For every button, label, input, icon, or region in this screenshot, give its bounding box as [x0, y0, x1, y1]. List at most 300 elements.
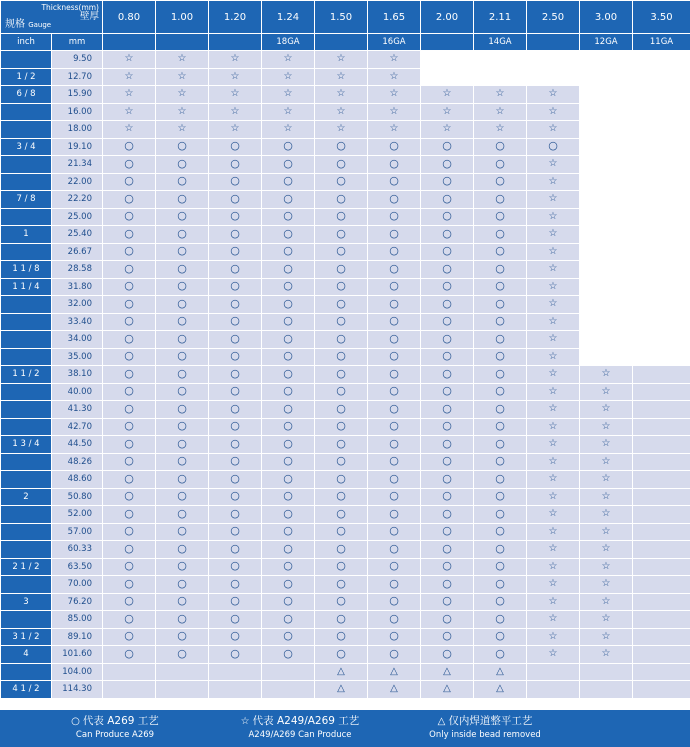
- circle-icon: ○: [495, 174, 505, 188]
- inch-size-cell: 1 1 / 8: [1, 261, 52, 279]
- star-icon: ☆: [389, 53, 399, 65]
- circle-icon: ○: [230, 296, 240, 310]
- unavailable-cell: [580, 313, 633, 331]
- circle-icon: ○: [442, 226, 452, 240]
- circle-icon: ○: [283, 401, 293, 415]
- triangle-icon: △: [337, 665, 345, 677]
- unavailable-cell: [580, 173, 633, 191]
- circle-icon: ○: [230, 489, 240, 503]
- inch-size-cell: 1 1 / 4: [1, 278, 52, 296]
- table-cell: [633, 383, 690, 401]
- circle-icon: ○: [495, 436, 505, 450]
- inch-size-cell: 2 1 / 2: [1, 558, 52, 576]
- table-row: [1, 611, 690, 629]
- table-cell: [474, 576, 527, 594]
- star-icon: ☆: [230, 123, 240, 135]
- circle-icon: ○: [283, 646, 293, 660]
- table-cell: [103, 86, 156, 104]
- table-cell: [156, 646, 209, 664]
- circle-icon: ○: [230, 524, 240, 538]
- mm-size-cell: 70.00: [52, 576, 103, 594]
- table-cell: [580, 558, 633, 576]
- star-icon: ☆: [601, 403, 611, 415]
- circle-icon: ○: [389, 419, 399, 433]
- table-cell: [368, 103, 421, 121]
- table-cell: [527, 541, 580, 559]
- table-row: [1, 226, 690, 244]
- table-cell: [209, 121, 262, 139]
- unavailable-cell: [633, 261, 690, 279]
- table-cell: [527, 173, 580, 191]
- circle-icon: ○: [442, 489, 452, 503]
- table-cell: [103, 436, 156, 454]
- inch-size-cell: [1, 331, 52, 349]
- table-cell: [262, 86, 315, 104]
- circle-icon: ○: [177, 629, 187, 643]
- table-cell: [474, 523, 527, 541]
- table-cell: [262, 243, 315, 261]
- circle-icon: ○: [177, 244, 187, 258]
- circle-icon: ○: [283, 471, 293, 485]
- inch-size-cell: 3: [1, 593, 52, 611]
- table-cell: [315, 383, 368, 401]
- circle-icon: ○: [177, 524, 187, 538]
- table-cell: [156, 226, 209, 244]
- table-cell: [368, 576, 421, 594]
- table-cell: [156, 243, 209, 261]
- star-icon: ☆: [230, 88, 240, 100]
- table-cell: [421, 681, 474, 699]
- table-cell: [156, 121, 209, 139]
- circle-icon: ○: [442, 541, 452, 555]
- circle-icon: ○: [389, 629, 399, 643]
- table-cell: [156, 523, 209, 541]
- star-icon: ☆: [548, 315, 558, 327]
- star-icon: ☆: [124, 53, 134, 65]
- inch-size-cell: 1 3 / 4: [1, 436, 52, 454]
- circle-icon: ○: [124, 209, 134, 223]
- circle-icon: ○: [495, 629, 505, 643]
- table-cell: [421, 576, 474, 594]
- star-icon: ☆: [548, 105, 558, 117]
- table-cell: [527, 646, 580, 664]
- table-cell: [156, 681, 209, 699]
- unavailable-cell: [633, 121, 690, 139]
- circle-icon: ○: [230, 244, 240, 258]
- circle-icon: ○: [495, 471, 505, 485]
- table-cell: [156, 86, 209, 104]
- table-cell: [368, 681, 421, 699]
- table-cell: [527, 611, 580, 629]
- table-cell: [315, 313, 368, 331]
- unavailable-cell: [633, 191, 690, 209]
- star-icon: ☆: [389, 70, 399, 82]
- circle-icon: ○: [177, 366, 187, 380]
- circle-icon: ○: [389, 261, 399, 275]
- table-cell: [474, 436, 527, 454]
- inch-size-cell: [1, 576, 52, 594]
- unavailable-cell: [633, 173, 690, 191]
- table-cell: [209, 541, 262, 559]
- table-cell: [315, 418, 368, 436]
- table-cell: [156, 348, 209, 366]
- table-cell: [315, 348, 368, 366]
- table-cell: [209, 348, 262, 366]
- table-cell: [474, 558, 527, 576]
- circle-icon: ○: [230, 454, 240, 468]
- star-icon: ☆: [601, 630, 611, 642]
- circle-icon: ○: [124, 279, 134, 293]
- gauge-ga-label: 12GA: [580, 34, 633, 51]
- table-cell: [421, 418, 474, 436]
- table-cell: [209, 471, 262, 489]
- table-cell: [262, 191, 315, 209]
- table-cell: [368, 226, 421, 244]
- circle-icon: ○: [495, 419, 505, 433]
- table-cell: [368, 436, 421, 454]
- table-cell: [156, 488, 209, 506]
- table-cell: [209, 278, 262, 296]
- table-row: [1, 576, 690, 594]
- inch-size-cell: 3 1 / 2: [1, 628, 52, 646]
- circle-icon: ○: [495, 576, 505, 590]
- table-cell: [315, 226, 368, 244]
- star-icon: ☆: [177, 105, 187, 117]
- circle-icon: ○: [336, 611, 346, 625]
- triangle-icon: △: [496, 665, 504, 677]
- table-cell: [527, 138, 580, 156]
- table-row: [1, 366, 690, 384]
- table-cell: [103, 296, 156, 314]
- table-cell: [474, 243, 527, 261]
- star-icon: ☆: [124, 88, 134, 100]
- table-cell: [633, 558, 690, 576]
- table-cell: [421, 593, 474, 611]
- circle-icon: ○: [177, 314, 187, 328]
- table-cell: [262, 68, 315, 86]
- table-cell: [580, 681, 633, 699]
- circle-icon: ○: [124, 524, 134, 538]
- circle-icon: ○: [124, 436, 134, 450]
- unavailable-cell: [633, 86, 690, 104]
- legend-triangle-en: Only inside bead removed: [429, 730, 541, 740]
- circle-icon: ○: [336, 646, 346, 660]
- table-cell: [421, 261, 474, 279]
- mm-size-cell: 26.67: [52, 243, 103, 261]
- table-cell: [262, 138, 315, 156]
- circle-icon: ○: [177, 471, 187, 485]
- inch-size-cell: [1, 51, 52, 69]
- table-cell: [315, 86, 368, 104]
- mm-size-cell: 40.00: [52, 383, 103, 401]
- circle-icon: ○: [389, 244, 399, 258]
- inch-size-cell: [1, 401, 52, 419]
- circle-icon: ○: [442, 191, 452, 205]
- table-cell: [527, 156, 580, 174]
- circle-icon: ○: [283, 611, 293, 625]
- table-cell: [262, 348, 315, 366]
- circle-icon: ○: [230, 629, 240, 643]
- table-cell: [315, 296, 368, 314]
- table-cell: [527, 191, 580, 209]
- inch-size-cell: [1, 313, 52, 331]
- gauge-ga-label: 16GA: [368, 34, 421, 51]
- table-cell: [262, 453, 315, 471]
- circle-icon: ○: [177, 646, 187, 660]
- circle-icon: ○: [283, 576, 293, 590]
- circle-icon: ○: [177, 279, 187, 293]
- circle-icon: ○: [336, 139, 346, 153]
- circle-icon: ○: [177, 174, 187, 188]
- table-row: [1, 51, 690, 69]
- circle-icon: ○: [124, 559, 134, 573]
- circle-icon: ○: [336, 384, 346, 398]
- table-cell: [368, 51, 421, 69]
- circle-icon: ○: [283, 489, 293, 503]
- table-cell: [315, 663, 368, 681]
- table-cell: [421, 86, 474, 104]
- star-icon: ☆: [601, 385, 611, 397]
- table-cell: [527, 453, 580, 471]
- circle-icon: ○: [283, 296, 293, 310]
- legend-triangle-zh: 仅内焊道整平工艺: [448, 715, 533, 727]
- table-cell: [421, 138, 474, 156]
- table-cell: [103, 208, 156, 226]
- table-cell: [421, 401, 474, 419]
- table-cell: [262, 366, 315, 384]
- table-cell: [262, 541, 315, 559]
- circle-icon: ○: [495, 384, 505, 398]
- inch-size-cell: 2: [1, 488, 52, 506]
- mm-size-cell: 21.34: [52, 156, 103, 174]
- table-cell: [580, 646, 633, 664]
- circle-icon: ○: [389, 314, 399, 328]
- circle-icon: ○: [495, 524, 505, 538]
- star-icon: ☆: [601, 438, 611, 450]
- circle-icon: ○: [389, 524, 399, 538]
- mm-size-cell: 76.20: [52, 593, 103, 611]
- circle-icon: ○: [495, 489, 505, 503]
- circle-icon: ○: [389, 611, 399, 625]
- unavailable-cell: [633, 156, 690, 174]
- circle-icon: ○: [283, 331, 293, 345]
- table-cell: [315, 138, 368, 156]
- unavailable-cell: [580, 208, 633, 226]
- circle-icon: ○: [230, 646, 240, 660]
- table-cell: [103, 488, 156, 506]
- table-cell: [209, 506, 262, 524]
- star-icon: ☆: [230, 53, 240, 65]
- unavailable-cell: [580, 86, 633, 104]
- table-cell: [527, 243, 580, 261]
- table-row: [1, 331, 690, 349]
- gauge-ga-label: 11GA: [633, 34, 690, 51]
- table-cell: [527, 226, 580, 244]
- table-cell: [474, 453, 527, 471]
- table-cell: [421, 278, 474, 296]
- star-icon: ☆: [124, 105, 134, 117]
- circle-icon: ○: [230, 419, 240, 433]
- circle-icon: ○: [283, 174, 293, 188]
- circle-icon: ○: [124, 506, 134, 520]
- star-icon: ☆: [336, 88, 346, 100]
- mm-size-cell: 114.30: [52, 681, 103, 699]
- table-cell: [474, 226, 527, 244]
- circle-icon: ○: [230, 349, 240, 363]
- circle-icon: ○: [283, 349, 293, 363]
- table-cell: [633, 366, 690, 384]
- table-cell: [103, 383, 156, 401]
- table-cell: [474, 331, 527, 349]
- table-cell: [580, 366, 633, 384]
- circle-icon: ○: [495, 296, 505, 310]
- table-cell: [103, 593, 156, 611]
- star-icon: ☆: [601, 648, 611, 660]
- circle-icon: ○: [389, 226, 399, 240]
- table-cell: [368, 156, 421, 174]
- table-cell: [209, 103, 262, 121]
- table-cell: [527, 593, 580, 611]
- table-cell: [103, 51, 156, 69]
- thickness-col-header: 1.24: [262, 1, 315, 34]
- inch-column-header: inch: [1, 34, 52, 51]
- legend-star-en: A249/A269 Can Produce: [248, 730, 352, 740]
- inch-size-cell: [1, 418, 52, 436]
- star-icon: ☆: [548, 175, 558, 187]
- circle-icon: ○: [177, 401, 187, 415]
- circle-icon: ○: [495, 191, 505, 205]
- circle-icon: ○: [230, 279, 240, 293]
- table-cell: [315, 191, 368, 209]
- unavailable-cell: [580, 296, 633, 314]
- unavailable-cell: [633, 278, 690, 296]
- table-cell: [156, 471, 209, 489]
- table-cell: [156, 418, 209, 436]
- table-cell: [633, 628, 690, 646]
- circle-icon: ○: [495, 209, 505, 223]
- table-cell: [315, 401, 368, 419]
- table-cell: [209, 523, 262, 541]
- circle-icon: ○: [336, 156, 346, 170]
- mm-size-cell: 48.26: [52, 453, 103, 471]
- circle-icon: ○: [177, 541, 187, 555]
- unavailable-cell: [633, 226, 690, 244]
- circle-icon: ○: [389, 559, 399, 573]
- circle-icon: ○: [124, 541, 134, 555]
- table-cell: [315, 261, 368, 279]
- circle-icon: ○: [442, 384, 452, 398]
- star-icon: ☆: [240, 716, 250, 727]
- gauge-ga-label: [527, 34, 580, 51]
- table-cell: [209, 51, 262, 69]
- table-row: [1, 243, 690, 261]
- table-cell: [368, 401, 421, 419]
- table-cell: [315, 558, 368, 576]
- circle-icon: ○: [283, 279, 293, 293]
- table-cell: [315, 51, 368, 69]
- circle-icon: ○: [230, 576, 240, 590]
- mm-size-cell: 35.00: [52, 348, 103, 366]
- unavailable-cell: [580, 261, 633, 279]
- thickness-col-header: 1.20: [209, 1, 262, 34]
- table-cell: [474, 681, 527, 699]
- table-cell: [421, 541, 474, 559]
- star-icon: ☆: [389, 105, 399, 117]
- table-cell: [580, 576, 633, 594]
- star-icon: ☆: [548, 648, 558, 660]
- mm-size-cell: 50.80: [52, 488, 103, 506]
- table-cell: [262, 628, 315, 646]
- circle-icon: ○: [230, 471, 240, 485]
- table-cell: [527, 121, 580, 139]
- circle-icon: ○: [389, 174, 399, 188]
- circle-icon: ○: [495, 349, 505, 363]
- table-cell: [103, 226, 156, 244]
- circle-icon: ○: [283, 244, 293, 258]
- mm-size-cell: 85.00: [52, 611, 103, 629]
- table-cell: [103, 68, 156, 86]
- table-cell: [527, 331, 580, 349]
- circle-icon: ○: [230, 191, 240, 205]
- table-cell: [580, 611, 633, 629]
- table-cell: [103, 628, 156, 646]
- table-cell: [580, 453, 633, 471]
- circle-icon: ○: [124, 244, 134, 258]
- star-icon: ☆: [548, 88, 558, 100]
- table-cell: [474, 313, 527, 331]
- circle-icon: ○: [230, 366, 240, 380]
- unavailable-cell: [580, 243, 633, 261]
- table-cell: [209, 576, 262, 594]
- table-row: [1, 68, 690, 86]
- star-icon: ☆: [230, 70, 240, 82]
- star-icon: ☆: [548, 158, 558, 170]
- circle-icon: ○: [283, 419, 293, 433]
- circle-icon: ○: [230, 611, 240, 625]
- table-cell: [315, 156, 368, 174]
- circle-icon: ○: [389, 576, 399, 590]
- unavailable-cell: [580, 138, 633, 156]
- circle-icon: ○: [124, 226, 134, 240]
- table-cell: [103, 313, 156, 331]
- mm-size-cell: 9.50: [52, 51, 103, 69]
- table-cell: [262, 296, 315, 314]
- circle-icon: ○: [230, 226, 240, 240]
- table-cell: [527, 523, 580, 541]
- table-cell: [262, 261, 315, 279]
- star-icon: ☆: [548, 560, 558, 572]
- table-cell: [474, 628, 527, 646]
- circle-icon: ○: [442, 611, 452, 625]
- circle-icon: ○: [283, 541, 293, 555]
- table-cell: [156, 68, 209, 86]
- circle-icon: ○: [495, 646, 505, 660]
- table-cell: [103, 103, 156, 121]
- table-cell: [262, 313, 315, 331]
- star-icon: ☆: [389, 123, 399, 135]
- table-cell: [156, 331, 209, 349]
- circle-icon: ○: [442, 349, 452, 363]
- star-icon: ☆: [548, 630, 558, 642]
- table-cell: [103, 506, 156, 524]
- table-cell: [527, 663, 580, 681]
- table-cell: [633, 523, 690, 541]
- mm-size-cell: 48.60: [52, 471, 103, 489]
- table-cell: [209, 366, 262, 384]
- thickness-col-header: 2.11: [474, 1, 527, 34]
- circle-icon: ○: [389, 366, 399, 380]
- triangle-icon: △: [390, 683, 398, 695]
